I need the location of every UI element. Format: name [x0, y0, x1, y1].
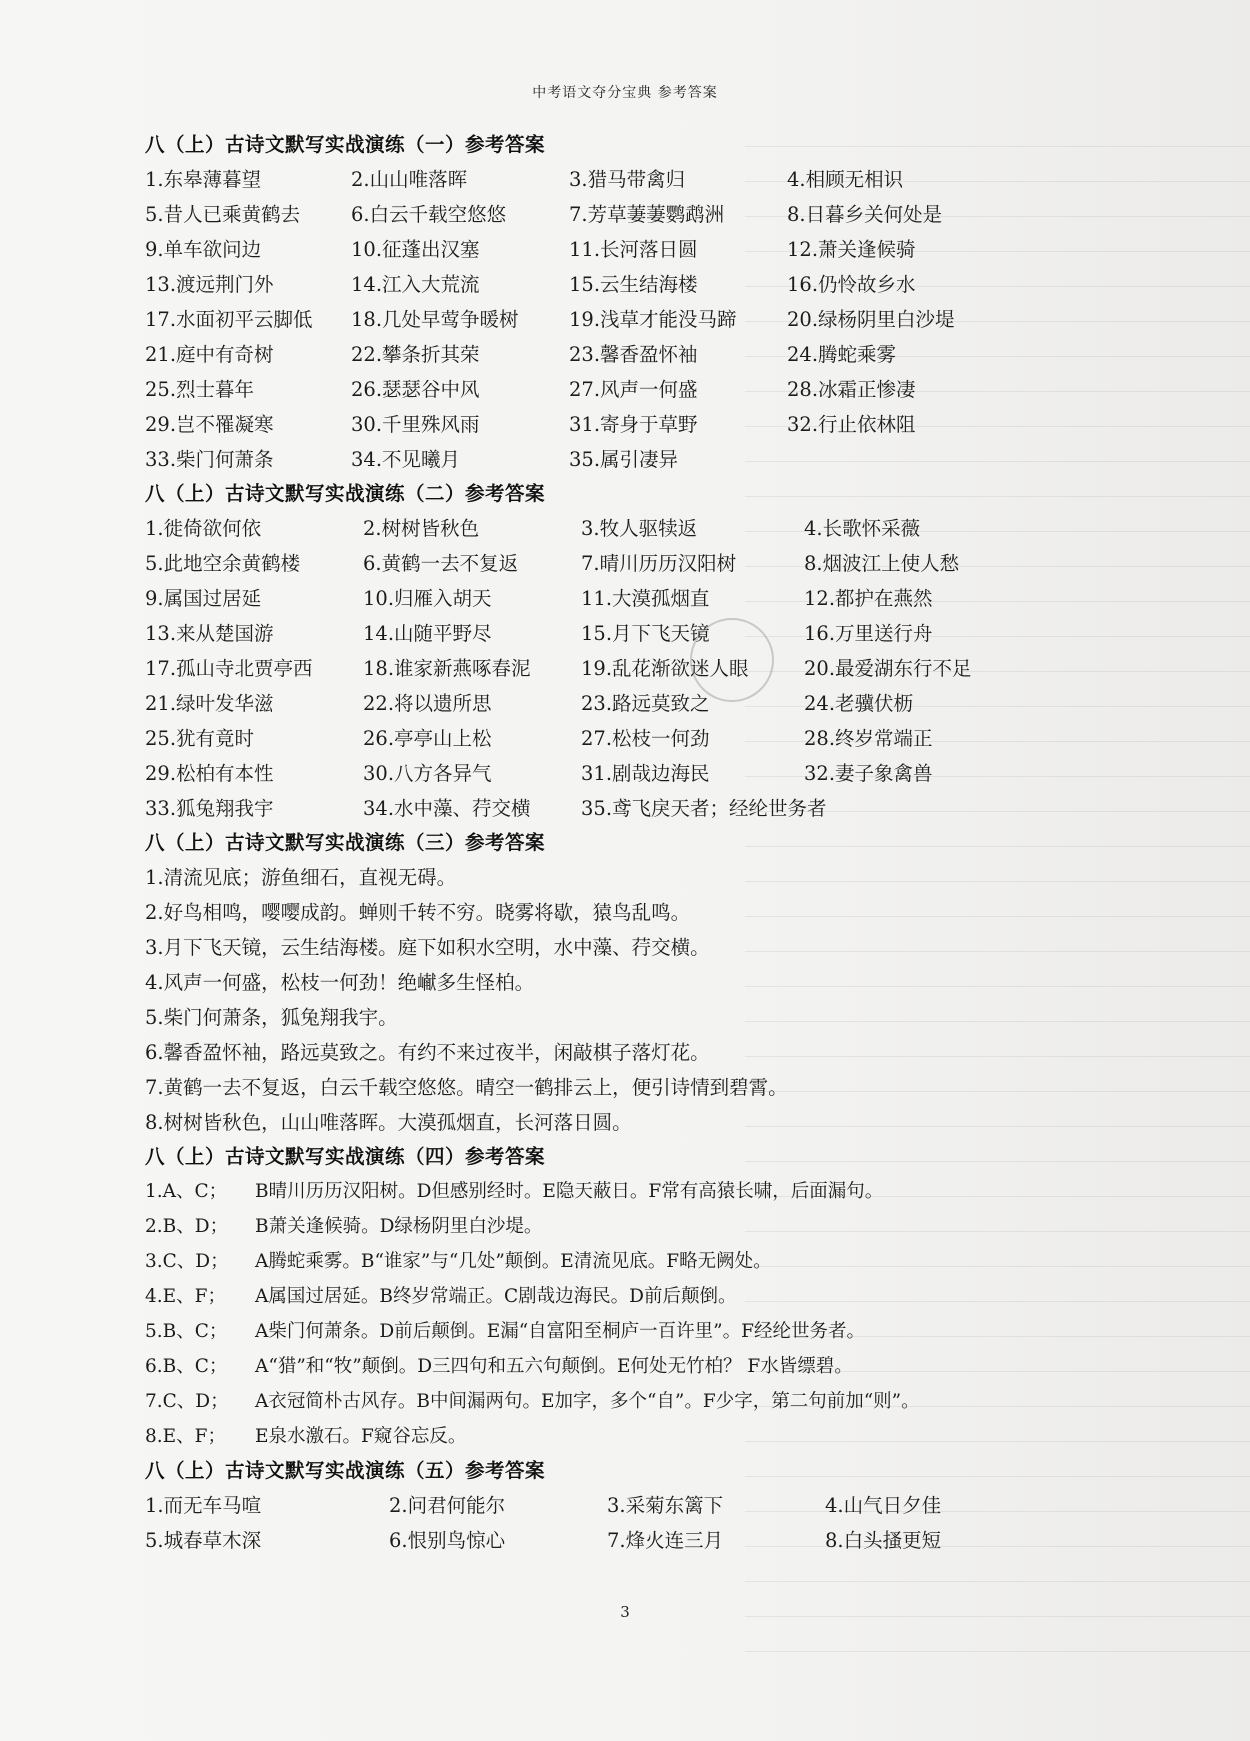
- answer-cell: 26.亭亭山上松: [363, 727, 492, 750]
- answer-cell: 11.大漠孤烟直: [581, 587, 710, 610]
- answer-options: 7.C、D；: [145, 1391, 229, 1412]
- answer-row: [145, 267, 1205, 302]
- answer-cell: 26.瑟瑟谷中风: [351, 378, 480, 401]
- answer-cell: 6.黄鹤一去不复返: [363, 552, 519, 575]
- answer-cell: 24.老骥伏枥: [804, 692, 914, 715]
- answer-cell: 34.水中藻、荇交横: [363, 797, 531, 820]
- answer-cell: 25.犹有竟时: [145, 727, 255, 750]
- answer-line: [145, 1174, 1205, 1209]
- answer-cell: 7.晴川历历汉阳树: [581, 552, 737, 575]
- answer-cell: 4.长歌怀采薇: [804, 517, 921, 540]
- answer-cell: 8.日暮乡关何处是: [787, 203, 943, 226]
- answer-options: 6.B、C；: [145, 1356, 228, 1377]
- answer-cell: 10.归雁入胡天: [363, 587, 492, 610]
- answer-cell: 5.城春草木深: [145, 1529, 262, 1552]
- answer-row: [145, 1523, 1205, 1558]
- answer-cell: 9.属国过居延: [145, 587, 262, 610]
- answer-row: [145, 337, 1205, 372]
- answer-cell: 31.剧哉边海民: [581, 762, 710, 785]
- answer-explanation: A属国过居延。B终岁常端正。C剧哉边海民。D前后颠倒。: [255, 1286, 737, 1307]
- answer-line: 1.清流见底；游鱼细石，直视无碍。: [145, 866, 457, 889]
- answer-explanation: B萧关逢候骑。D绿杨阴里白沙堤。: [255, 1216, 543, 1237]
- answer-cell: 2.问君何能尔: [389, 1494, 506, 1517]
- answer-cell: 6.恨别鸟惊心: [389, 1529, 506, 1552]
- answer-cell: 20.绿杨阴里白沙堤: [787, 308, 955, 331]
- answer-line: [145, 1349, 1205, 1384]
- answer-content: [145, 128, 1205, 1558]
- answer-explanation: A腾蛇乘雾。B“谁家”与“几处”颠倒。E清流见底。F略无阙处。: [255, 1251, 772, 1272]
- answer-cell: 20.最爱湖东行不足: [804, 657, 972, 680]
- answer-cell: 28.终岁常端正: [804, 727, 933, 750]
- answer-cell: 3.牧人驱犊返: [581, 517, 698, 540]
- answer-cell: 35.属引凄异: [569, 448, 679, 471]
- section-title: 八（上）古诗文默写实战演练（五）参考答案: [145, 1459, 546, 1482]
- answer-cell: 12.萧关逢候骑: [787, 238, 916, 261]
- answer-line: [145, 1314, 1205, 1349]
- section-title: 八（上）古诗文默写实战演练（一）参考答案: [145, 133, 546, 156]
- answer-cell: 33.柴门何萧条: [145, 448, 274, 471]
- answer-cell: 4.山气日夕佳: [825, 1494, 942, 1517]
- answer-cell: 5.此地空余黄鹤楼: [145, 552, 301, 575]
- answer-row: [145, 442, 1205, 477]
- answer-line: [145, 1209, 1205, 1244]
- answer-cell: 14.江入大荒流: [351, 273, 480, 296]
- answer-options: 5.B、C；: [145, 1321, 228, 1342]
- answer-cell: 19.浅草才能没马蹄: [569, 308, 737, 331]
- answer-options: 8.E、F；: [145, 1426, 226, 1447]
- answer-cell: 16.仍怜故乡水: [787, 273, 916, 296]
- answer-row: [145, 162, 1205, 197]
- answer-row: [145, 546, 1205, 581]
- answer-cell: 25.烈士暮年: [145, 378, 255, 401]
- answer-cell: 34.不见曦月: [351, 448, 461, 471]
- answer-cell: 27.松枝一何劲: [581, 727, 710, 750]
- answer-cell: 30.八方各异气: [363, 762, 492, 785]
- answer-explanation: A柴门何萧条。D前后颠倒。E漏“自富阳至桐庐一百许里”。F经纶世务者。: [255, 1321, 865, 1342]
- answer-cell: 17.水面初平云脚低: [145, 308, 313, 331]
- answer-row: [145, 302, 1205, 337]
- answer-row: [145, 581, 1205, 616]
- answer-options: 4.E、F；: [145, 1286, 226, 1307]
- answer-line: 3.月下飞天镜，云生结海楼。庭下如积水空明，水中藻、荇交横。: [145, 936, 710, 959]
- answer-cell: 17.孤山寺北贾亭西: [145, 657, 313, 680]
- answer-cell: 1.徙倚欲何依: [145, 517, 262, 540]
- answer-line: 7.黄鹤一去不复返，白云千载空悠悠。晴空一鹤排云上，便引诗情到碧霄。: [145, 1076, 788, 1099]
- answer-cell: 22.将以遗所思: [363, 692, 492, 715]
- page-number: 3: [620, 1603, 630, 1621]
- answer-row: [145, 372, 1205, 407]
- answer-cell: 2.树树皆秋色: [363, 517, 480, 540]
- answer-cell: 13.渡远荆门外: [145, 273, 274, 296]
- answer-cell: 7.烽火连三月: [607, 1529, 724, 1552]
- running-head: 中考语文夺分宝典 参考答案: [532, 85, 718, 101]
- answer-explanation: E泉水激石。F窥谷忘反。: [255, 1426, 467, 1447]
- answer-cell: 11.长河落日圆: [569, 238, 698, 261]
- answer-cell: 7.芳草萋萋鹦鹉洲: [569, 203, 725, 226]
- answer-row: [145, 511, 1205, 546]
- answer-options: 3.C、D；: [145, 1251, 229, 1272]
- answer-cell: 21.绿叶发华滋: [145, 692, 274, 715]
- answer-cell: 24.腾蛇乘雾: [787, 343, 897, 366]
- answer-cell: 5.昔人已乘黄鹤去: [145, 203, 301, 226]
- answer-row: [145, 616, 1205, 651]
- answer-cell: 16.万里送行舟: [804, 622, 933, 645]
- answer-cell: 8.白头搔更短: [825, 1529, 942, 1552]
- answer-cell: 15.云生结海楼: [569, 273, 698, 296]
- answer-line: [145, 1419, 1205, 1454]
- answer-row: [145, 686, 1205, 721]
- answer-explanation: A衣冠简朴古风存。B中间漏两句。E加字，多个“自”。F少字，第二句前加“则”。: [255, 1391, 920, 1412]
- answer-cell: 3.猎马带禽归: [569, 168, 686, 191]
- answer-cell: [787, 442, 1005, 477]
- answer-cell: 4.相顾无相识: [787, 168, 904, 191]
- answer-cell: 6.白云千载空悠悠: [351, 203, 507, 226]
- answer-line: [145, 1244, 1205, 1279]
- answer-cell: 14.山随平野尽: [363, 622, 492, 645]
- answer-cell: 23.路远莫致之: [581, 692, 710, 715]
- answer-cell: 22.攀条折其荣: [351, 343, 480, 366]
- answer-line: 2.好鸟相鸣，嘤嘤成韵。蝉则千转不穷。晓雾将歇，猿鸟乱鸣。: [145, 901, 691, 924]
- answer-row: [145, 407, 1205, 442]
- answer-cell: 19.乱花渐欲迷人眼: [581, 657, 749, 680]
- answer-line: 4.风声一何盛，松枝一何劲！绝𪩘多生怪柏。: [145, 971, 535, 994]
- answer-cell: 3.采菊东篱下: [607, 1494, 724, 1517]
- answer-line: 8.树树皆秋色，山山唯落晖。大漠孤烟直，长河落日圆。: [145, 1111, 632, 1134]
- answer-row: [145, 197, 1205, 232]
- answer-cell: 8.烟波江上使人愁: [804, 552, 960, 575]
- answer-cell: 9.单车欲问边: [145, 238, 262, 261]
- answer-line: [145, 1384, 1205, 1419]
- section-title: 八（上）古诗文默写实战演练（二）参考答案: [145, 482, 546, 505]
- answer-cell: 10.征蓬出汉塞: [351, 238, 480, 261]
- answer-cell: 23.馨香盈怀袖: [569, 343, 698, 366]
- section-title: 八（上）古诗文默写实战演练（四）参考答案: [145, 1145, 546, 1168]
- answer-cell: 33.狐兔翔我宇: [145, 797, 274, 820]
- answer-cell: [804, 791, 1022, 826]
- answer-cell: 1.东皋薄暮望: [145, 168, 262, 191]
- answer-cell: 29.松柏有本性: [145, 762, 274, 785]
- answer-cell: 12.都护在燕然: [804, 587, 933, 610]
- answer-cell: 32.妻子象禽兽: [804, 762, 933, 785]
- answer-row: [145, 756, 1205, 791]
- answer-explanation: B晴川历历汉阳树。D但感别经时。E隐天蔽日。F常有高猿长啸，后面漏句。: [255, 1181, 884, 1202]
- answer-row: [145, 1488, 1205, 1523]
- answer-row: [145, 791, 1205, 826]
- answer-cell: 13.来从楚国游: [145, 622, 274, 645]
- answer-options: 2.B、D；: [145, 1216, 229, 1237]
- answer-cell: 27.风声一何盛: [569, 378, 698, 401]
- answer-cell: 18.谁家新燕啄春泥: [363, 657, 531, 680]
- answer-cell: 31.寄身于草野: [569, 413, 698, 436]
- answer-line: 5.柴门何萧条，狐兔翔我宇。: [145, 1006, 398, 1029]
- answer-line: [145, 1279, 1205, 1314]
- answer-cell: 30.千里殊风雨: [351, 413, 480, 436]
- answer-cell: 32.行止依林阻: [787, 413, 916, 436]
- answer-row: [145, 651, 1205, 686]
- section-title: 八（上）古诗文默写实战演练（三）参考答案: [145, 831, 546, 854]
- answer-cell: 18.几处早莺争暖树: [351, 308, 519, 331]
- answer-cell: 29.岂不罹凝寒: [145, 413, 274, 436]
- answer-cell: 1.而无车马喧: [145, 1494, 262, 1517]
- answer-cell: 28.冰霜正惨凄: [787, 378, 916, 401]
- answer-cell: 2.山山唯落晖: [351, 168, 468, 191]
- answer-options: 1.A、C；: [145, 1181, 228, 1202]
- answer-cell: 35.鸢飞戾天者；经纶世务者: [581, 797, 827, 820]
- answer-line: 6.馨香盈怀袖，路远莫致之。有约不来过夜半，闲敲棋子落灯花。: [145, 1041, 710, 1064]
- answer-explanation: A“猎”和“牧”颠倒。D三四句和五六句颠倒。E何处无竹柏？ F水皆缥碧。: [255, 1356, 853, 1377]
- answer-cell: 21.庭中有奇树: [145, 343, 274, 366]
- answer-cell: 15.月下飞天镜: [581, 622, 710, 645]
- answer-row: [145, 721, 1205, 756]
- answer-row: [145, 232, 1205, 267]
